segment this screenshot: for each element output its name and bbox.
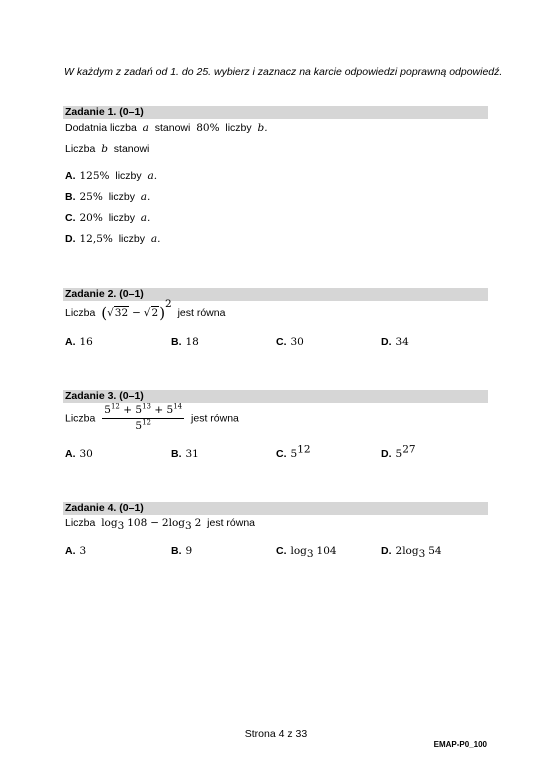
task-4-statement — [65, 517, 256, 533]
option-value: 30 — [290, 336, 304, 348]
option-label: B. — [65, 191, 76, 203]
radicand-1: 32 — [114, 307, 129, 319]
option-label: C. — [65, 212, 76, 224]
minus-sign: − — [150, 517, 159, 529]
option-label: C. — [276, 336, 287, 348]
log: log — [168, 517, 186, 529]
plus-sign: + — [154, 404, 164, 416]
option-value: 18 — [185, 336, 199, 348]
option-value: 31 — [185, 448, 199, 460]
option-text: liczby — [108, 191, 135, 203]
task-3-option-c[interactable] — [276, 443, 311, 460]
page-number: Strona 4 z 33 — [244, 728, 308, 740]
task-1-option-b[interactable] — [65, 191, 150, 203]
var-b: b — [101, 143, 108, 155]
var-b: b. — [257, 122, 268, 134]
fraction-numerator — [102, 404, 184, 419]
option-label: A. — [65, 336, 76, 348]
sqrt-sign: √ — [143, 307, 151, 319]
fraction-denominator — [102, 419, 184, 433]
text: Liczba — [65, 307, 96, 319]
text: Liczba — [65, 143, 96, 155]
text: Liczba — [65, 517, 96, 529]
option-var: a. — [150, 233, 161, 245]
log-argument: 108 — [127, 517, 148, 529]
option-base: 5 — [395, 448, 403, 460]
option-text: liczby — [108, 212, 135, 224]
exponent: 12 — [110, 402, 120, 411]
task-3-option-a[interactable] — [65, 448, 93, 460]
option-value: 3 — [79, 545, 87, 557]
task-4-option-c[interactable] — [276, 545, 337, 561]
option-label: C. — [276, 448, 287, 460]
paren-open: ( — [101, 304, 108, 322]
text: jest równa — [207, 517, 256, 529]
exponent: 13 — [142, 402, 151, 411]
task-4-header: Zadanie 4. (0–1) — [63, 502, 488, 515]
task-2-statement — [65, 298, 226, 322]
radicand-2: 2 — [151, 307, 159, 319]
text: stanowi — [113, 143, 150, 155]
option-log-base: 3 — [306, 548, 314, 561]
percent: 80% — [196, 122, 220, 134]
text: jest równa — [191, 412, 239, 425]
task-1-header: Zadanie 1. (0–1) — [63, 106, 488, 119]
task-2-option-c[interactable] — [276, 336, 304, 348]
base: 5 — [104, 404, 111, 416]
option-value: 25% — [79, 191, 103, 203]
option-label: D. — [381, 448, 392, 460]
option-value: 125% — [79, 170, 110, 182]
option-label: B. — [171, 448, 182, 460]
option-value: 16 — [79, 336, 93, 348]
option-label: D. — [381, 545, 392, 557]
option-log-base: 3 — [418, 548, 426, 561]
task-3-option-b[interactable] — [171, 448, 199, 460]
task-3-option-d[interactable] — [381, 443, 416, 460]
task-4-option-a[interactable] — [65, 545, 86, 557]
task-2-option-b[interactable] — [171, 336, 199, 348]
option-label: B. — [171, 336, 182, 348]
option-label: D. — [381, 336, 392, 348]
option-value: 12,5% — [79, 233, 113, 245]
fraction — [102, 404, 184, 433]
option-var: a. — [140, 191, 151, 203]
option-label: C. — [276, 545, 287, 557]
option-text: liczby — [118, 233, 145, 245]
task-1-option-a[interactable] — [65, 170, 157, 182]
option-label: A. — [65, 170, 76, 182]
option-base: 5 — [290, 448, 298, 460]
task-2-header: Zadanie 2. (0–1) — [63, 288, 488, 301]
text: liczby — [225, 122, 252, 134]
option-log-argument: 54 — [428, 545, 442, 557]
option-log-argument: 104 — [316, 545, 337, 557]
log-argument: 2 — [194, 517, 202, 529]
option-value: 20% — [79, 212, 103, 224]
task-1-option-c[interactable] — [65, 212, 150, 224]
exponent: 12 — [142, 418, 151, 427]
paren-close: ) — [159, 304, 166, 322]
option-exponent: 12 — [297, 443, 311, 456]
task-1-option-d[interactable] — [65, 233, 160, 245]
base: 5 — [135, 420, 143, 432]
exponent: 14 — [173, 402, 183, 411]
task-2-option-d[interactable] — [381, 336, 409, 348]
option-value: 30 — [79, 448, 93, 460]
option-log: log — [402, 545, 419, 557]
plus-sign: + — [123, 404, 133, 416]
option-value: 34 — [395, 336, 409, 348]
option-label: B. — [171, 545, 182, 557]
coefficient: 2 — [161, 517, 169, 529]
document-code: EMAP-P0_100 — [433, 740, 487, 749]
task-3-statement — [65, 404, 239, 433]
minus-sign: − — [132, 307, 141, 319]
var-a: a — [142, 122, 149, 134]
option-text: liczby — [115, 170, 142, 182]
task-1-statement — [65, 122, 268, 134]
base: 5 — [166, 404, 174, 416]
option-var: a. — [140, 212, 151, 224]
sqrt-sign: √ — [107, 307, 114, 319]
option-exponent: 27 — [402, 443, 416, 456]
option-label: A. — [65, 545, 76, 557]
text: stanowi — [154, 122, 191, 134]
log: log — [101, 517, 118, 529]
task-3-header: Zadanie 3. (0–1) — [63, 390, 488, 403]
option-label: A. — [65, 448, 76, 460]
task-2-option-a[interactable] — [65, 336, 93, 348]
text: Dodatnia liczba — [65, 122, 137, 134]
option-coefficient: 2 — [395, 545, 403, 557]
base: 5 — [135, 404, 143, 416]
text: Liczba — [65, 412, 96, 425]
task-1-question — [65, 143, 149, 155]
option-value: 9 — [185, 545, 193, 557]
text: jest równa — [177, 307, 226, 319]
task-4-option-d[interactable] — [381, 545, 442, 561]
log-base: 3 — [185, 520, 192, 533]
option-label: D. — [65, 233, 76, 245]
instructions: W każdym z zadań od 1. do 25. wybierz i zaznacz na karcie odpowiedzi poprawną odpowiedź. — [64, 66, 503, 78]
exponent: 2 — [165, 298, 172, 310]
option-var: a. — [147, 170, 158, 182]
log-base: 3 — [117, 520, 125, 533]
task-4-option-b[interactable] — [171, 545, 192, 557]
option-log: log — [290, 545, 307, 557]
